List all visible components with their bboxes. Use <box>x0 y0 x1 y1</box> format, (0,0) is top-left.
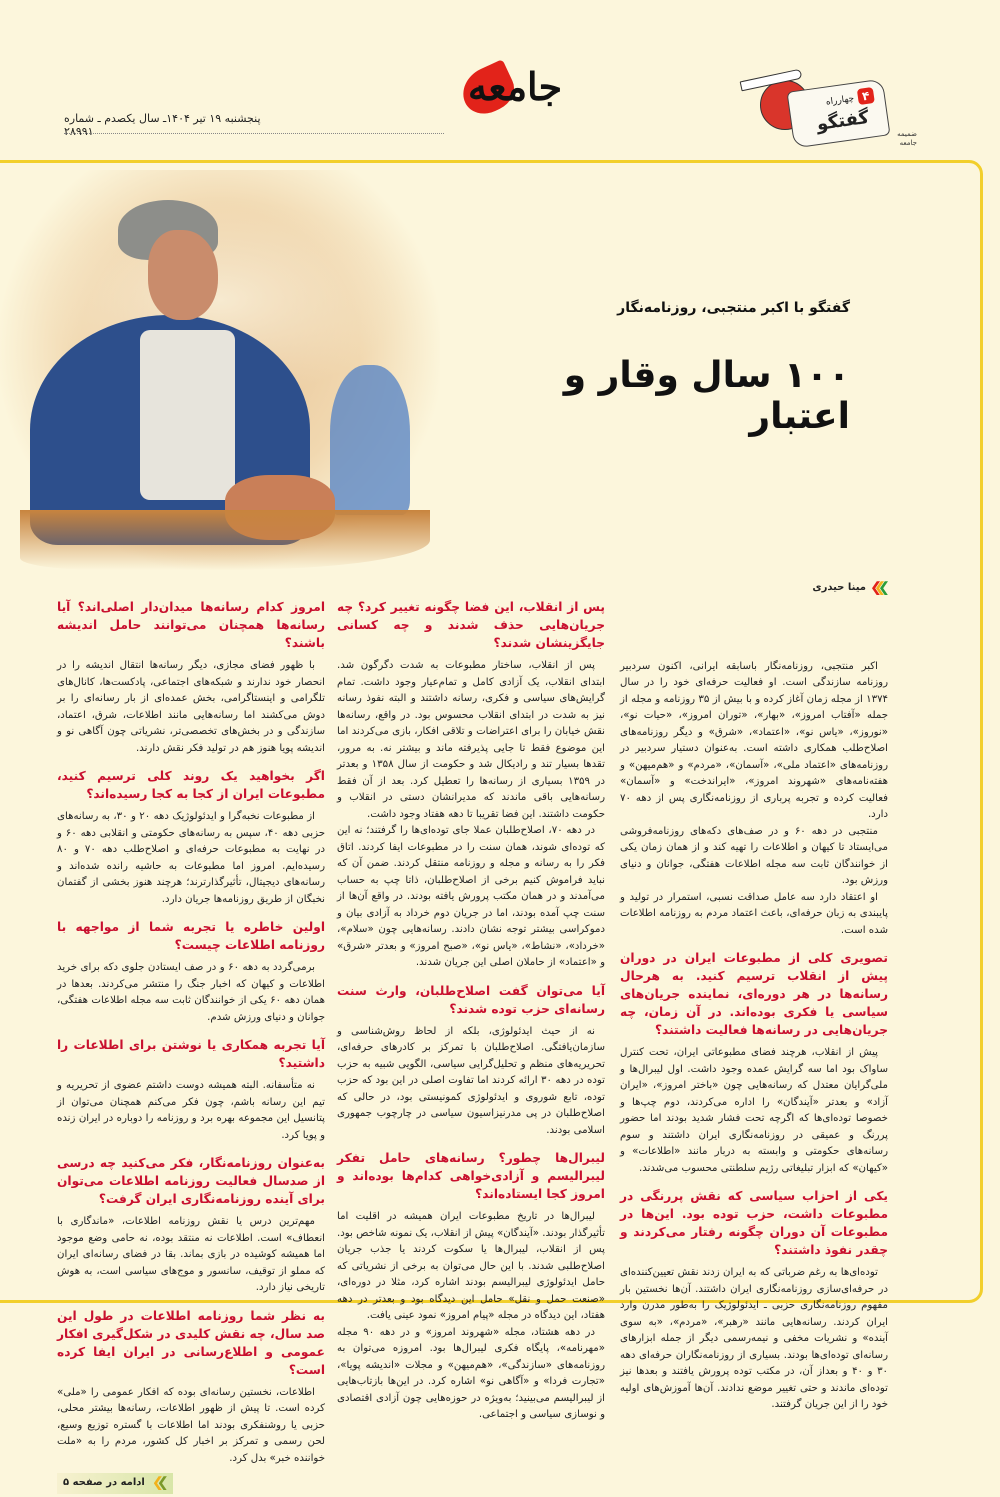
supplement-number: ۴ <box>857 87 875 105</box>
paragraph: اطلاعات، نخستین رسانه‌ای بوده که افکار عمومی را «ملی» کرده است. تا پیش از ظهور اطلاعات، رسانه‌ها بیشتر محلی، حزبی یا روشنفکری بودند اما اطلاعات با گستره توزیع وسیع، لحن رسمی و تمرکز بر اخبار کل کشور، مردم را به «ملت خواننده خبر» بدل کرد. <box>57 1386 325 1464</box>
background-person <box>330 365 410 515</box>
chevron-icon <box>872 581 888 595</box>
paragraph: مهم‌ترین درس یا نقش روزنامه اطلاعات، «ماندگاری با انعطاف» است. اطلاعات نه منتقد بوده، نه حامی وضع موجود اما همیشه کوشیده در بازی بماند. بقا در فضای رسانه‌ای ایران که مملو از توقیف، سانسور و موج‌های سیاسی است، به هوش تاریخی نیاز دارد. <box>57 1216 325 1293</box>
interviewee-photo <box>0 170 440 570</box>
paragraph: نه متأسفانه. البته همیشه دوست داشتم عضوی از تحریریه و تیم این رسانه باشم، چون فکر می‌کنم همچنان می‌توان از پتانسیل این مجموعه بهره برد و روزنامه را دوباره در ایران زنده و پویا کرد. <box>57 1080 325 1141</box>
interview-question: یکی از احزاب سیاسی که نقش پررنگی در مطبوعات داشت، حزب توده بود. این‌ها در مطبوعات آن دوران چگونه رفتار می‌کردند و چقدر نفوذ داشتند؟ <box>620 1189 888 1257</box>
paragraph: پس از انقلاب، ساختار مطبوعات به شدت دگرگون شد. ابتدای انقلاب، یک آزادی کامل و تمام‌عیار وجود داشت. تمام گرایش‌های سیاسی و فکری، رسانه داشتند و البته نفوذ رسانه نیز به شدت در ابتدای انقلاب محسوس بود. در واقع، رسانه‌ها نقش خیابان را برای اعتراضات و تلاقی افکار، بازی می‌کردند اما این موضوع فقط تا جایی پذیرفته ماند و بیشتر نه. به مرور، تقدها بسیار تند و رادیکال شد و حکومت از سال ۱۳۵۸ و بعدتر در ۱۳۵۹ بسیاری از رسانه‌ها را تعطیل کرد. بعد از آن فقط رسانه‌هایی باقی ماندند که مدیرانشان دستی در انقلاب و حکومت داشتند. این فضا تقریبا تا دهه هفتاد وجود داشت. <box>337 660 606 820</box>
page-header <box>0 0 1000 160</box>
paragraph: از مطبوعات نخبه‌گرا و ایدئولوژیک دهه ۲۰ و ۳۰، به رسانه‌های حزبی دهه ۴۰، سپس به رسانه‌های حکومتی و انقلابی دهه ۶۰ و در نهایت به مطبوعات حرفه‌ای و اصلاح‌طلب دهه ۷۰ و ۸۰ رسیده‌ایم. امروز اما مطبوعات به حاشیه رانده شده‌اند و رسانه‌های دیجیتال، تأثیرگذارترند؛ هرچند هنوز بخشی از گفتمان نخبگان از طریق روزنامه‌ها جریان دارد. <box>57 811 325 905</box>
header-divider <box>64 133 444 134</box>
dateline: پنجشنبه ۱۹ تیر ۱۴۰۴ـ سال یکصدم ـ شماره ۲۸۹۹۱ <box>64 112 261 138</box>
continue-link[interactable] <box>57 1473 173 1494</box>
column-right <box>620 580 888 1414</box>
article-kicker: گفتگو با اکبر منتجبی، روزنامه‌نگار <box>617 300 850 316</box>
paragraph: نه از حیث ایدئولوژی، بلکه از لحاظ روش‌شناسی و سازمان‌یافتگی. اصلاح‌طلبان با تمرکز بر کادرهای حرفه‌ای، تحریریه‌های منظم و تحلیل‌گرایی سیاسی، الگویی شبیه به حزب توده در دهه ۳۰ ارائه کردند اما تفاوت اصلی در این بود که حزب توده، تابع شوروی و ایدئولوژی کمونیستی بود، در حالی که اصلاح‌طلبان در پی مدرنیزاسیون سیاسی در چارچوب جمهوری اسلامی بودند. <box>337 1025 606 1136</box>
supplement-small-label: چهارراه <box>825 93 855 108</box>
interview-question: لیبرال‌ها چطور؟ رسانه‌های حامل تفکر لیبرالیسم و آزادی‌خواهی کدام‌ها بوده‌اند و امروز کجا ایستاده‌اند؟ <box>337 1151 605 1201</box>
paragraph: در دهه ۷۰، اصلاح‌طلبان عملا جای توده‌ای‌ها را گرفتند؛ نه این که توده‌ای شوند، همان سنت را در مطبوعات ایفا کردند. اتاق فکر را به رسانه و مجله و روزنامه منتقل کردند. ضمن آن که نباید فراموش کنیم برخی از اصلاح‌طلبان، ذاتا چپ به حساب می‌آمدند و در همان مکتب پرورش یافته بودند. در واقع آن‌ها از سنت چپ آمده بودند، اما در جریان دوم خرداد به آزادی بیان و دموکراسی بیشتر توجه نشان دادند. رسانه‌هایی چون «سلام»، «خرداد»، «نشاط»، «یاس نو»، «صبح امروز» و بعدتر «شرق» و «اعتماد» از حاملان اصلی این جریان شدند. <box>337 825 605 968</box>
paragraph: پیش از انقلاب، هرچند فضای مطبوعاتی ایران، تحت کنترل ساواک بود اما سه گرایش عمده وجود داشت. اول لیبرال‌ها و ملی‌گرایان معتدل که رسانه‌هایی چون «باختر امروز»، «ایران آزاد» و بعدتر «آیندگان» را اداره می‌کردند، دوم چپ‌ها و خصوصا توده‌ای‌ها که اگرچه تحت فشار شدید بودند اما حضور پررنگ و عمیقی در روزنامه‌نگاری ایران داشتند و سوم رسانه‌های حکومتی و وابسته به دربار مانند «اطلاعات» و «کیهان» که ابزار تبلیغاتی رژیم سلطنتی محسوب می‌شدند. <box>620 1047 888 1174</box>
interview-question: اولین خاطره یا تجربه شما از مواجهه با روزنامه اطلاعات چیست؟ <box>57 920 325 952</box>
supplement-title: گفتگو <box>815 106 871 136</box>
author-name: مینا حیدری <box>812 582 866 593</box>
supplement-badge <box>735 55 917 147</box>
interview-question: آیا می‌توان گفت اصلاح‌طلبان، وارث سنت رسانه‌ای حزب توده شدند؟ <box>337 983 605 1016</box>
newspaper-logo <box>460 60 563 120</box>
paragraph: توده‌ای‌ها به رغم ضرباتی که به ایران زدند نقش تعیین‌کننده‌ای در حرفه‌ای‌سازی روزنامه‌نگاری ایران داشتند. آن‌ها نخستین بار مفهوم روزنامه‌نگاری حزبی ـ ایدئولوژیک را به‌طور مدرن وارد ایران کردند. رسانه‌هایی مانند «رهبر»، «مردم»، «به سوی آینده» و نشریات مخفی و نیمه‌رسمی دیگر از جمله ابزارهای رسانه‌ای توده‌ای‌ها بودند. بسیاری از روزنامه‌نگاران حرفه‌ای دهه ۳۰ و ۴۰ و بعداز آن، در مکتب توده پرورش یافتند و بعدها نیز توده‌ای ماندند و حتی تغییر موضع ندادند. آن‌ها آموزش‌های اولیه خود را از این جریان گرفتند. <box>620 1267 889 1410</box>
column-body <box>57 598 325 1467</box>
continue-label: ادامه در صفحه ۵ <box>63 1477 145 1488</box>
column-middle <box>337 588 605 1424</box>
column-left <box>57 588 325 1497</box>
interview-question: امروز کدام رسانه‌ها میدان‌دار اصلی‌اند؟ آیا رسانه‌ها همچنان می‌توانند حامل اندیشه باشند؟ <box>57 600 325 650</box>
head <box>118 200 218 320</box>
table <box>20 510 430 570</box>
paragraph: در دهه هشتاد، مجله «شهروند امروز» و در دهه ۹۰ مجله «مهرنامه»، پایگاه فکری لیبرال‌ها بود. امروزه می‌توان به روزنامه‌های «سازندگی»، «هم‌میهن» و مجلات «اندیشه پویا»، «تجارت فردا» و «آگاهی نو» اشاره کرد. در این‌ها بازتاب‌هایی از لیبرالیسم می‌بینید؛ به‌ویژه در حوزه‌هایی چون آزادی اقتصادی و نوسازی سیاسی و اجتماعی. <box>337 1326 605 1420</box>
paragraph: او اعتقاد دارد سه عامل صداقت نسبی، استمرار در تولید و پایبندی به زبان حرفه‌ای، باعث اعتماد مردم به روزنامه اطلاعات شده است. <box>620 891 888 936</box>
interview-question: تصویری کلی از مطبوعات ایران در دوران پیش از انقلاب ترسیم کنید. به هرحال رسانه‌ها در هر دوره‌ای، نماینده جریان‌های سیاسی یا فکری بوده‌اند. در آن زمان، چه جریان‌هایی در رسانه‌ها فعالیت داشتند؟ <box>620 951 888 1037</box>
column-body <box>337 598 605 1424</box>
paragraph: برمی‌گردد به دهه ۶۰ و در صف ایستادن جلوی دکه برای خرید اطلاعات و کیهان که اخبار جنگ را منتشر می‌کردند. بعدها در همان دهه ۶۰ یکی از خوانندگان ثابت سه مجله اطلاعات هفتگی، جوانان و دنیای ورزش شدم. <box>57 962 325 1023</box>
supplement-side-label: ضمیمه جامعه <box>897 130 917 147</box>
byline <box>620 580 888 597</box>
logo-text: جامعه <box>468 64 563 109</box>
paragraph: منتجبی در دهه ۶۰ و در صف‌های دکه‌های روزنامه‌فروشی می‌ایستاد تا کیهان و اطلاعات را تهیه کند و از همان زمان یکی از خوانندگان ثابت سه مجله اطلاعات هفتگی، جوانان و دنیای ورزش بود. <box>620 825 888 886</box>
interview-question: پس از انقلاب، این فضا چگونه تغییر کرد؟ چه جریان‌هایی حذف شدند و چه کسانی جایگزینشان شدند؟ <box>337 600 605 650</box>
column-body <box>620 659 888 1414</box>
scroll-banner <box>787 79 891 149</box>
paragraph: لیبرال‌ها در تاریخ مطبوعات ایران همیشه در اقلیت اما تأثیرگذار بودند. «آیندگان» پیش از انقلاب، یک نمونه شاخص بود. پس از انقلاب، لیبرال‌ها یا سکوت کردند یا جذب جریان اصلاح‌طلبی شدند. با این حال می‌توان به برخی از نشریاتی که حامل ایدئولوژی لیبرالیسم بودند اشاره کرد، مثلا در دوره‌ای، «صنعت حمل و نقل» حامل این دیدگاه بود و بعدتر در دهه هفتاد، این دیدگاه در مجله «پیام امروز» نمود عینی یافت. <box>337 1211 605 1321</box>
chevron-icon <box>151 1476 167 1490</box>
paragraph: اکبر منتجبی، روزنامه‌نگار باسابقه ایرانی، اکنون سردبیر روزنامه سازندگی است. او فعالیت حرفه‌ای خود را در سال ۱۳۷۴ از مجله زمان آغاز کرده و با بیش از ۳۵ روزنامه و مجله از جمله «آفتاب امروز»، «بهار»، «توران امروز»، «حیات نو»، «نوروز»، «یاس نو»، «اعتماد»، «شرق» و دیگر روزنامه‌های اصلاح‌طلب همکاری داشته است. به‌عنوان دستیار سردبیر در روزنامه‌های «اعتماد ملی»، «آسمان»، «مردم» و «هم‌میهن» و هفته‌نامه‌های «شهروند امروز»، «ایراندخت» و «آسمان» فعالیت کرده و تجربه پرباری از روزنامه‌نگاری پس از دهه ۷۰ دارد. <box>620 660 889 820</box>
interview-question: آیا تجربه همکاری یا نوشتن برای اطلاعات را داشتید؟ <box>57 1038 325 1070</box>
interview-question: به‌عنوان روزنامه‌نگار، فکر می‌کنید چه درسی از صدسال فعالیت روزنامه اطلاعات می‌توان برای آینده روزنامه‌نگاری ایران گرفت؟ <box>57 1156 325 1206</box>
paragraph: با ظهور فضای مجازی، دیگر رسانه‌ها انتقال اندیشه را در انحصار خود ندارند و شبکه‌های اجتماعی، پادکست‌ها، کانال‌های تلگرامی و اینستاگرامی، بخش عمده‌ای از بار رسانه‌ای را بر دوش می‌کشند اما رسانه‌هایی مانند اطلاعات، شرق، اعتماد، سازندگی و در بخش‌های تخصصی‌تر، نشریاتی چون آگاهی نو و اندیشه پویا هنوز هم در تولید فکر نقش دارند. <box>57 660 325 754</box>
interview-question: به نظر شما روزنامه اطلاعات در طول این صد سال، چه نقش کلیدی در شکل‌گیری افکار عمومی و اطلاع‌رسانی در ایران ایفا کرده است؟ <box>57 1308 325 1377</box>
article-headline: ۱۰۰ سال وقار و اعتبار <box>563 355 850 437</box>
interview-question: اگر بخواهید یک روند کلی ترسیم کنید، مطبوعات ایران از کجا به کجا رسیده‌اند؟ <box>57 769 325 801</box>
